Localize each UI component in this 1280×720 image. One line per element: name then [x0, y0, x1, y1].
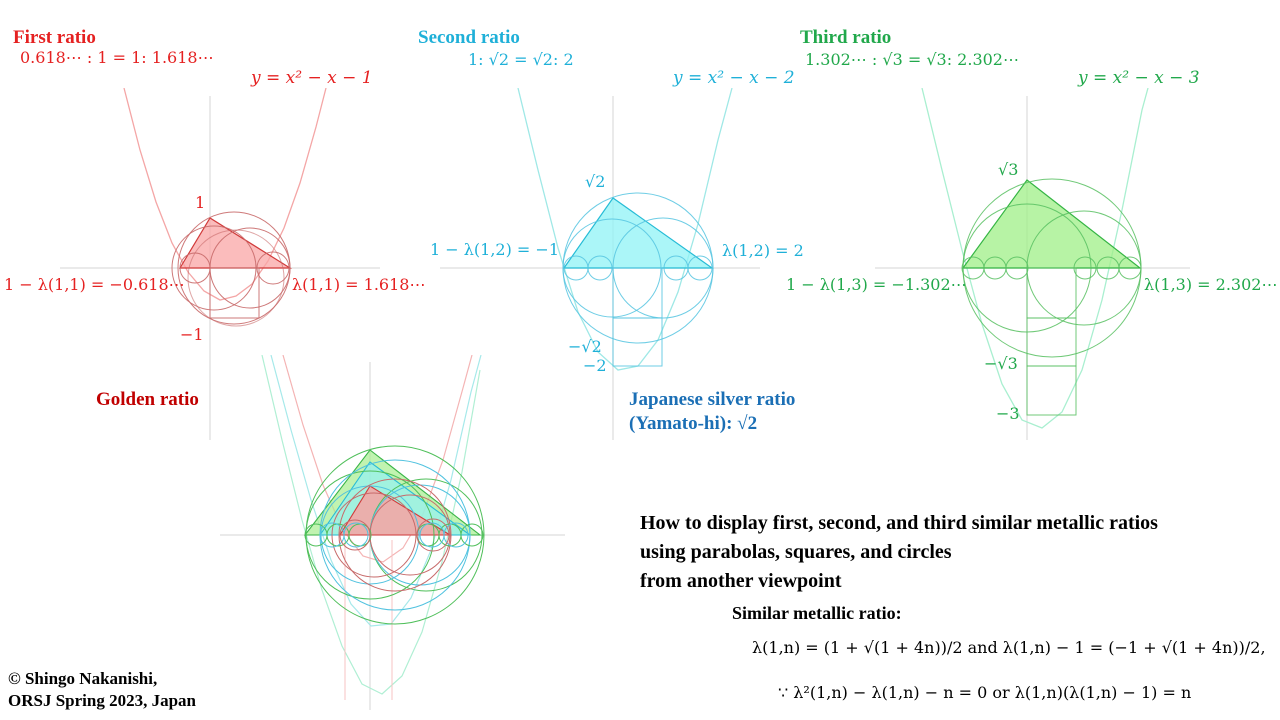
- first-parabola-equation: y = x² − x − 1: [251, 68, 373, 88]
- third-left-root: 1 − λ(1,3) = −1.302⋯: [786, 275, 967, 294]
- second-parabola-equation: y = x² − x − 2: [673, 68, 795, 88]
- first-axis-top: 1: [195, 193, 206, 212]
- second-ratio-title: Second ratio: [418, 27, 520, 48]
- formula-line-1: λ(1,n) = (1 + √(1 + 4n))/2 and λ(1,n) − 1 = (−1 + √(1 + 4n))/2,: [752, 638, 1266, 657]
- combined-diagram: [220, 355, 565, 710]
- second-ratio-diagram: [440, 88, 760, 440]
- third-right-root: λ(1,3) = 2.302⋯: [1144, 275, 1278, 294]
- formula-label: Similar metallic ratio:: [732, 603, 902, 623]
- third-ratio-diagram: [875, 88, 1190, 440]
- third-axis-top: √3: [998, 160, 1019, 179]
- copyright-line-1: © Shingo Nakanishi,: [8, 669, 158, 688]
- first-ratio-diagram: [60, 88, 380, 440]
- first-left-root: 1 − λ(1,1) = −0.618⋯: [4, 275, 185, 294]
- first-ratio-equation: 0.618⋯ : 1 = 1: 1.618⋯: [20, 48, 214, 67]
- second-axis-top: √2: [585, 172, 606, 191]
- second-ratio-equation: 1: √2 = √2: 2: [468, 50, 574, 69]
- formula-line-2: ∵ λ²(1,n) − λ(1,n) − n = 0 or λ(1,n)(λ(1,n) − 1) = n: [778, 683, 1192, 702]
- first-axis-bottom: −1: [180, 325, 204, 344]
- second-axis-bottom: −2: [583, 356, 607, 375]
- first-right-root: λ(1,1) = 1.618⋯: [292, 275, 426, 294]
- heading-line-2: using parabolas, squares, and circles: [640, 541, 952, 563]
- heading-line-1: How to display first, second, and third similar metallic ratios: [640, 512, 1158, 534]
- silver-ratio-title: Japanese silver ratio: [629, 389, 796, 410]
- third-axis-bottom: −3: [996, 404, 1020, 423]
- second-triangle: [564, 198, 712, 268]
- third-axis-neg-sqrt: −√3: [984, 354, 1018, 373]
- third-ratio-equation: 1.302⋯ : √3 = √3: 2.302⋯: [805, 50, 1019, 69]
- second-right-root: λ(1,2) = 2: [722, 241, 804, 260]
- first-triangle: [180, 218, 290, 268]
- second-left-root: 1 − λ(1,2) = −1: [430, 240, 559, 259]
- first-ratio-title: First ratio: [13, 27, 96, 48]
- third-parabola-equation: y = x² − x − 3: [1078, 68, 1200, 88]
- golden-ratio-title: Golden ratio: [96, 389, 199, 410]
- third-ratio-title: Third ratio: [800, 27, 892, 48]
- heading-line-3: from another viewpoint: [640, 570, 842, 592]
- copyright-line-2: ORSJ Spring 2023, Japan: [8, 691, 196, 710]
- third-triangle: [963, 180, 1140, 268]
- second-axis-neg-sqrt: −√2: [568, 337, 602, 356]
- silver-ratio-subtitle: (Yamato-hi): √2: [629, 413, 758, 434]
